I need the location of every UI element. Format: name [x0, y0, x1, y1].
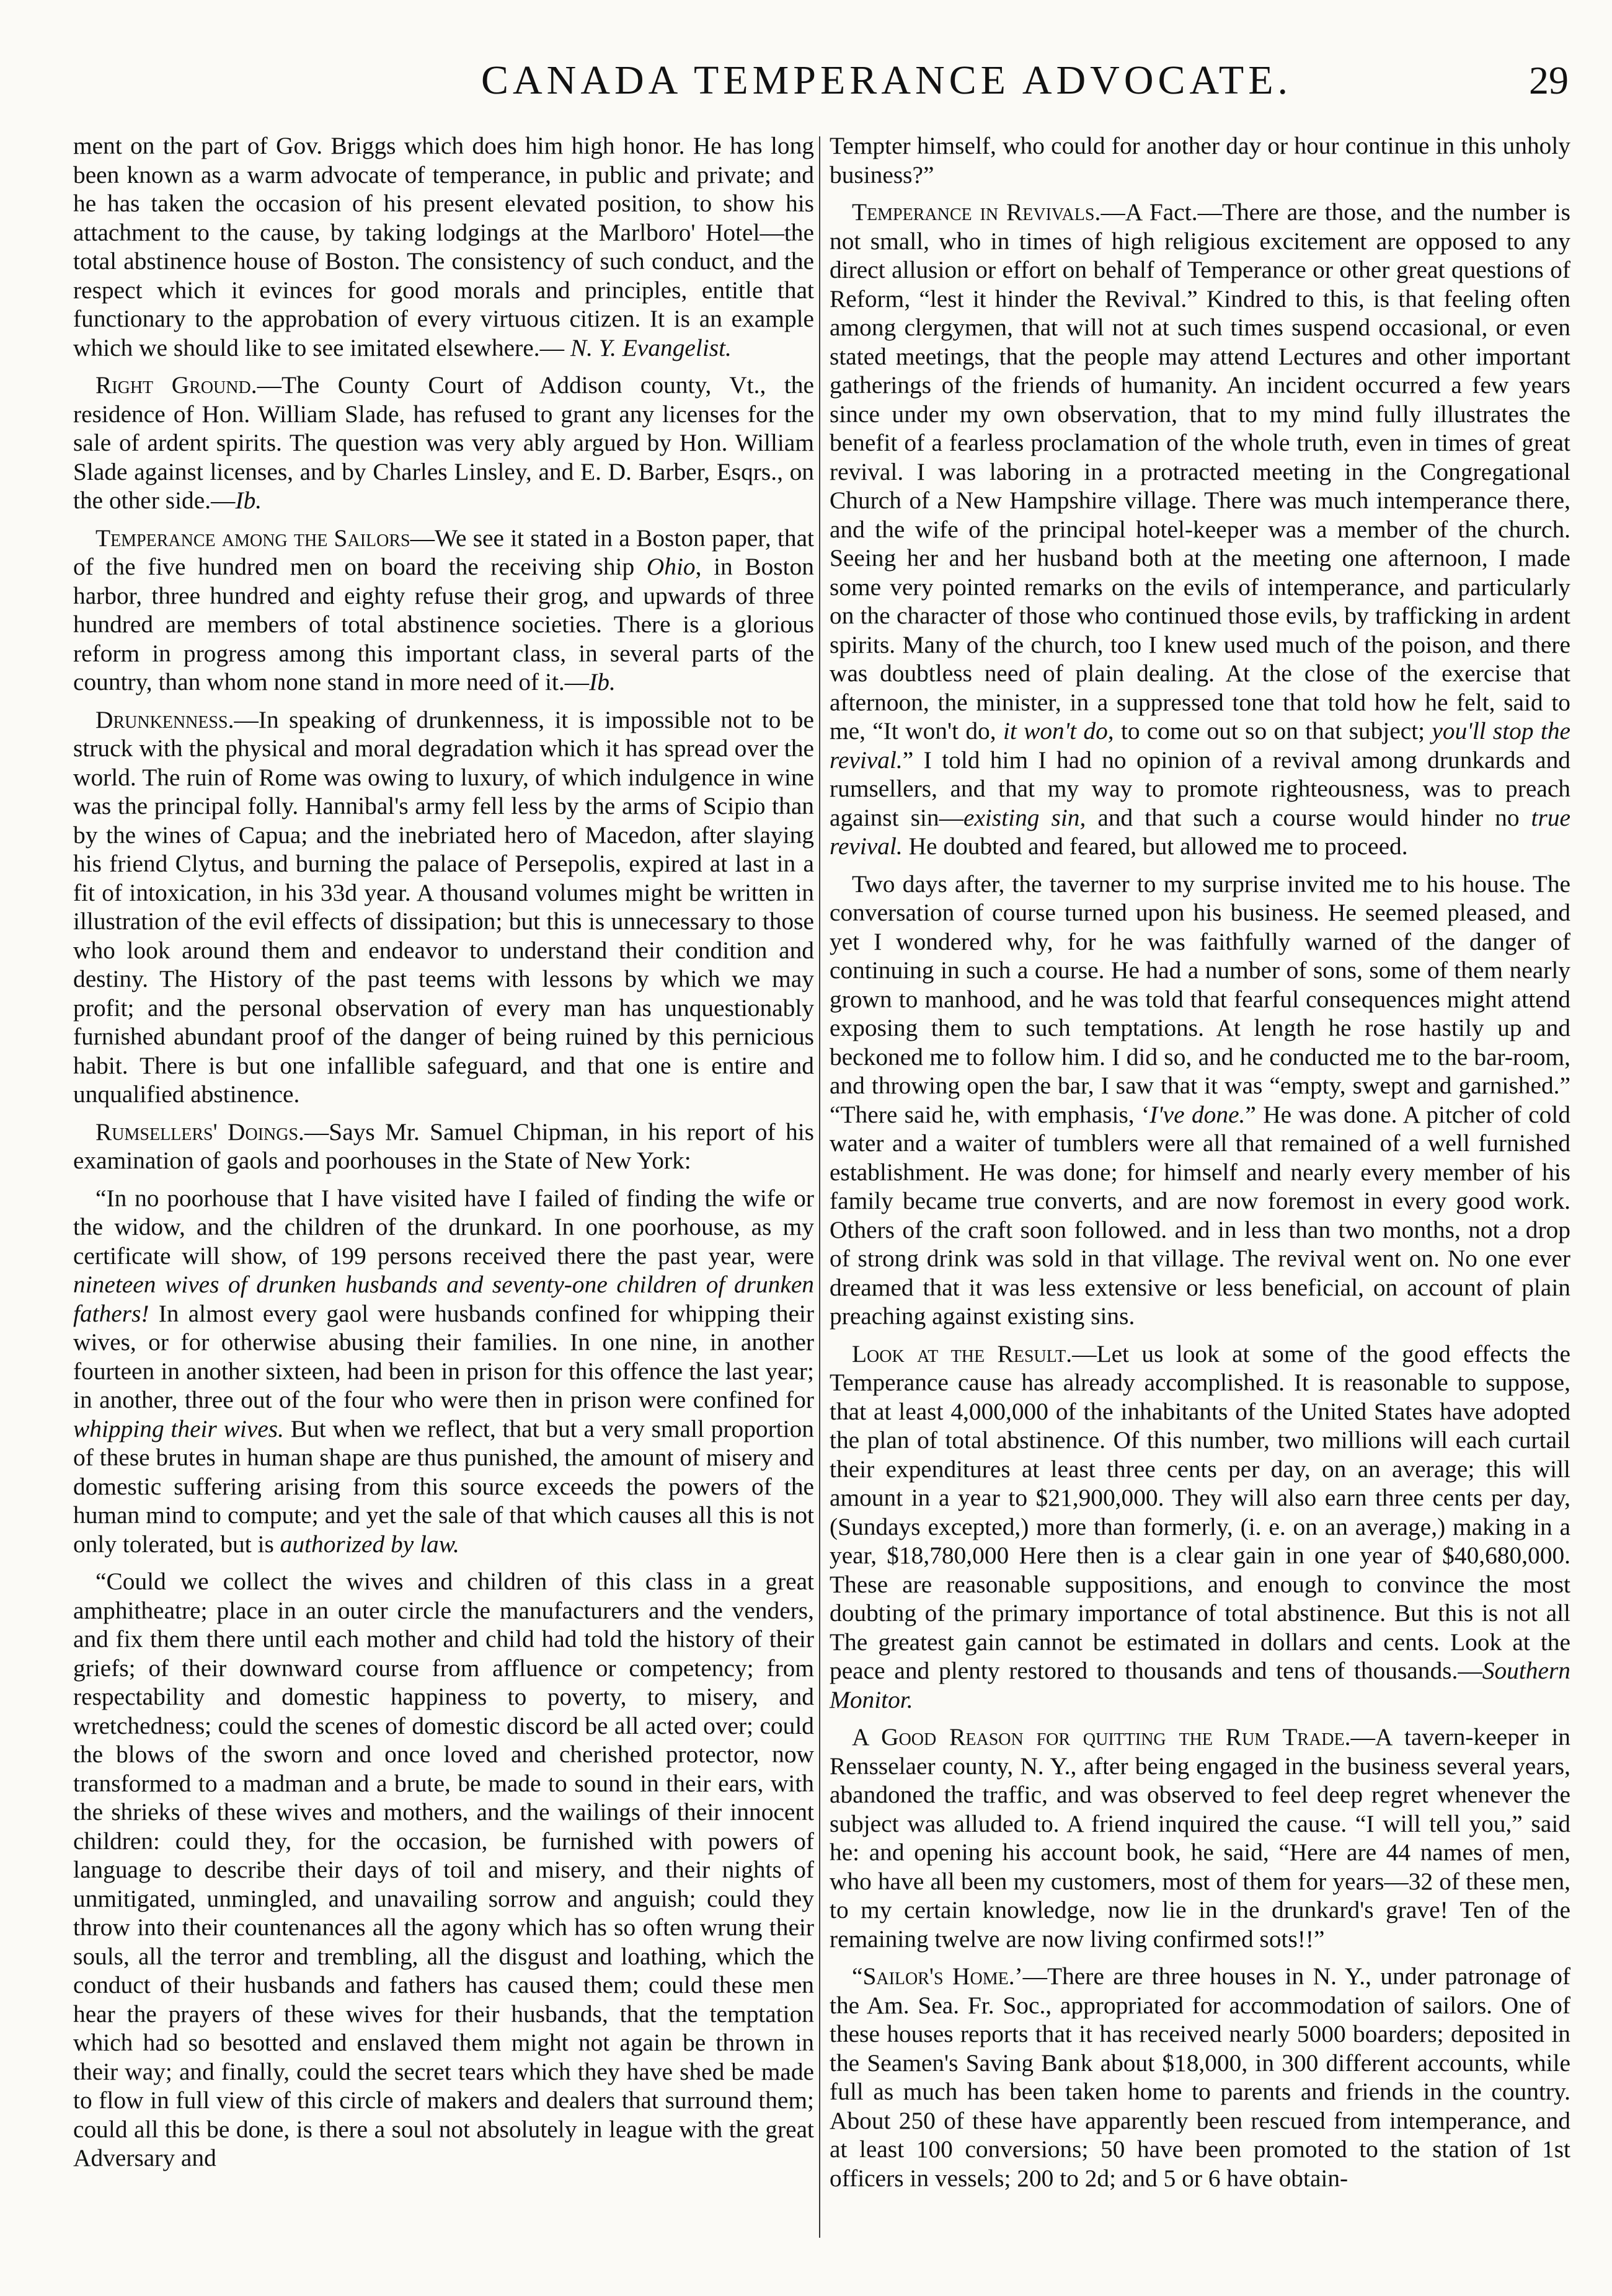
- text-run: Two days after, the taverner to my surprise invited me to his house. The conversation of course turned upon his business. He seemed pleased, and yet I wondered why, for he was faithfully warned of the danger of continuing in such a course. He had a number of sons, some of them nearly grown to manhood, and he was told that fearful consequences might attend exposing them to such temptations. At length he rose hastily up and beckoned me to follow him. I did so, and he conducted me to the bar-room, and throwing open the bar, I saw that it was “empty, swept and garnished.” “There said he, with emphasis, ‘: [830, 870, 1570, 1128]
- right-column: [830, 131, 1570, 2201]
- paragraph: [73, 1567, 814, 2173]
- text-run: existing sin,: [963, 803, 1086, 831]
- text-run: He doubted and feared, but allowed me to proceed.: [902, 832, 1408, 860]
- paragraph-heading: A Good Reason for quitting the Rum Trade.: [852, 1723, 1351, 1751]
- text-run: “Could we collect the wives and children of this class in a great amphitheatre; place in an outer circle the manufacturers and the venders, and fix them there until each mother and child had told the history of their griefs; of their downward course from affluence or competency; from respectability and domestic happiness to poverty, to misery, and wretchedness; could the scenes of domestic discord be all acted over; could the blows of the sworn and once loved and cherished protector, now transformed to a madman and a brute, be made to sound in their ears, with the shrieks of these wives and mothers, and the wailings of their innocent children: could they, for the occasion, be furnished with powers of language to describe their days of toil and misery, and their nights of unmitigated, unmingled, and unavailing sorrow and anguish; could they throw into their countenances all the agony which has so often wrung their souls, all the terror and trembling, all the disgust and loathing, which the conduct of their husbands and fathers has caused them; could these men hear the prayers of these wives for their husbands, that the temptation which had so besotted and enslaved them might not again be thrown in their way; and finally, could the secret tears which they have shed be made to flow in full view of this circle of makers and dealers that surround them; could all this be done, is there a soul not absolutely in league with the great Adversary and: [73, 1568, 814, 2171]
- paragraph-heading: Temperance in Revivals.: [852, 198, 1101, 226]
- paragraph-heading: Drunkenness.: [95, 705, 234, 733]
- paragraph: [73, 371, 814, 515]
- text-run: I've done.: [1149, 1100, 1246, 1128]
- paragraph: [830, 1340, 1570, 1715]
- column-divider: [819, 136, 820, 2238]
- text-run: Ohio: [646, 553, 696, 580]
- text-run: nineteen wives of drunken husbands and seventy-one children of drunken fathers!: [73, 1271, 814, 1327]
- paragraph: [73, 1118, 814, 1175]
- text-run: —We see it stated in a Boston paper, that of the five hundred men on board the receiving ship: [73, 524, 814, 580]
- text-run: you'll stop the revival.: [830, 717, 1570, 774]
- paragraph: [830, 198, 1570, 861]
- text-run: whipping their wives.: [73, 1415, 284, 1442]
- text-run: authorized by law.: [280, 1530, 459, 1558]
- source-credit: Ib.: [589, 668, 616, 695]
- text-run: to come out so on that subject;: [1114, 717, 1432, 744]
- text-run: In almost every gaol were husbands confined for whipping their wives, or for otherwise abusing their families. In one nine, in another fourteen in another sixteen, had been in prison for this offence the last year; in another, three out of the four who were then in prison were confined for: [73, 1299, 814, 1413]
- paragraph-heading: Temperance among the Sailors: [95, 524, 410, 552]
- paragraph: [830, 870, 1570, 1331]
- text-run: , in Boston harbor, three hundred and eighty refuse their grog, and upwards of three hundred are members of total abstinence societies. There is a glorious reform in progress among this important class, in several parts of the country, than whom none stand in more need of it.—: [73, 553, 814, 695]
- left-column: [73, 131, 814, 2181]
- paragraph: [830, 1723, 1570, 1953]
- paragraph: [73, 131, 814, 362]
- source-credit: Ib.: [235, 487, 262, 514]
- text-run: “: [852, 1963, 863, 1990]
- source-credit: N. Y. Evangelist.: [570, 333, 732, 361]
- text-run: —The County Court of Addison county, Vt., the residence of Hon. William Slade, has refused to grant any licenses for the sale of ardent spirits. The question was very ably argued by Hon. William Slade against licenses, and by Charles Linsley, and E. D. Barber, Esqrs., on the other side.—: [73, 371, 814, 514]
- paragraph-heading: Look at the Result.: [852, 1340, 1073, 1367]
- text-run: Tempter himself, who could for another day or hour continue in this unholy business?”: [830, 132, 1570, 188]
- masthead-title: CANADA TEMPERANCE ADVOCATE.: [480, 58, 1293, 103]
- paragraph: [73, 1184, 814, 1559]
- text-run: ” He was done. A pitcher of cold water and a waiter of tumblers were all that remained of a well furnished establishment. He was done; for himself and nearly every member of his family became true converts, and are now foremost in every good work. Others of the craft soon followed. and in less than two months, not a drop of strong drink was sold in that village. The revival went on. No one ever dreamed that it was less extensive or less beneficial, on account of plain preaching against existing sins.: [830, 1100, 1570, 1330]
- text-run: —A Fact.—There are those, and the number is not small, who in times of high religious excitement are opposed to any direct allusion or effort on behalf of Temperance or other great questions of Reform, “lest it hinder the Revival.” Kindred to this, is that feeling often among clergymen, that will not at such times suspend occasional, or even stated meetings, that the people may attend Lectures and other important gatherings of the friends of humanity. An incident occurred a few years since under my own observation, that to my mind fully illustrates the benefit of a fearless proclamation of the whole truth, even in times of great revival. I was laboring in a protracted meeting in the Congregational Church of a New Hampshire village. There was much intemperance there, and the wife of the principal hotel-keeper was a member of the church. Seeing her and her husband both at the meeting one afternoon, I made some very pointed remarks on the evils of intemperance, and particularly on the character of those who continued those evils, by trafficking in ardent spirits. Many of the church, too I knew used much of the poison, and there was doubtless need of plain dealing. At the close of the exercise that afternoon, the minister, in a suppressed tone that told how he felt, said to me, “It won't do,: [830, 198, 1571, 744]
- page-header: [0, 43, 1612, 118]
- text-run: —In speaking of drunkenness, it is impossible not to be struck with the physical and moral degradation which it has spread over the world. The ruin of Rome was owing to luxury, of which indulgence in wine was the principal folly. Hannibal's army fell less by the arms of Scipio than by the wines of Capua; and the inebriated hero of Macedon, after slaying his friend Clytus, and burning the palace of Persepolis, expired at last in a fit of intoxication, in his 33d year. A thousand volumes might be written in illustration of the evil effects of dissipation; but this is unnecessary to those who look around them and endeavor to understand their condition and destiny. The History of the past teems with lessons by which we may profit; and the personal observation of every man has unquestionably furnished abundant proof of the danger of being ruined by this pernicious habit. There is but one infallible safeguard, and that one is entire and unqualified abstinence.: [73, 705, 814, 1108]
- paragraph: [830, 1962, 1570, 2192]
- paragraph: [73, 524, 814, 697]
- text-run: ment on the part of Gov. Briggs which does him high honor. He has long been known as a warm advocate of temperance, in public and private; and he has taken the occasion of his present elevated position, to show his attachment to the cause, by taking lodgings at the Marlboro' Hotel—the total abstinence house of Boston. The consistency of such conduct, and the respect which it evinces for good morals and principles, entitle that functionary to the approbation of every virtuous citizen. It is an example which we should like to see imitated elsewhere.—: [73, 132, 814, 361]
- text-run: —Let us look at some of the good effects the Temperance cause has already accomplished. It is reasonable to suppose, that at least 4,000,000 of the inhabitants of the United States have adopted the plan of total abstinence. Of this number, two millions will each curtail their expenditures at least three cents per day, on an average; this will amount in a year to $21,900,000. They will also earn three cents per day, (Sundays excepted,) more than formerly, (i. e. on an average,) making in a year, $18,780,000 Here then is a clear gain in one year of $40,680,000. These are reasonable suppositions, and enough to convince the most doubting of the primary importance of total abstinence. But this is not all The greatest gain cannot be estimated in dollars and cents. Look at the peace and plenty restored to thousands and tens of thousands.—: [830, 1340, 1570, 1684]
- paragraph: [830, 131, 1570, 189]
- source-credit: Southern Monitor.: [830, 1657, 1570, 1713]
- paragraph-heading: Right Ground.: [95, 371, 257, 399]
- text-run: —Says Mr. Samuel Chipman, in his report of his examination of gaols and poorhouses in the State of New York:: [73, 1118, 814, 1174]
- paragraph: [73, 705, 814, 1109]
- text-run: and that such a course would hinder no: [1086, 803, 1531, 831]
- text-run: —A tavern-keeper in Rensselaer county, N. Y., after being engaged in the business several years, abandoned the traffic, and was observed to feel deep regret whenever the subject was alluded to. A friend inquired the cause. “I will tell you,” said he: and opening his account book, he said, “Here are 44 names of men, who have all been my customers, most of them for years—32 of these men, to my certain knowledge, now lie in the drunkard's grave! Ten of the remaining twelve are now living confirmed sots!!”: [830, 1723, 1570, 1953]
- page-number: 29: [1529, 58, 1569, 102]
- text-run: it won't do,: [1003, 717, 1114, 744]
- text-run: “In no poorhouse that I have visited have I failed of finding the wife or the widow, and the children of the drunkard. In one poorhouse, as my certificate will show, of 199 persons received there the past year, were: [73, 1184, 814, 1269]
- paragraph-heading: Sailor's Home.: [862, 1963, 1015, 1990]
- text-run: But when we reflect, that but a very small proportion of these brutes in human shape are thus punished, the amount of misery and domestic suffering arising from this source exceeds the powers of the human mind to compute; and yet the sale of that which causes all this is not only tolerated, but is: [73, 1415, 814, 1558]
- text-run: ” I told him I had no opinion of a revival among drunkards and rumsellers, and that my way to promote righteousness, was to preach against sin—: [830, 746, 1570, 831]
- text-run: true revival.: [830, 803, 1570, 860]
- text-run: ’—There are three houses in N. Y., under patronage of the Am. Sea. Fr. Soc., appropriated for accommodation of sailors. One of these houses reports that it has received nearly 5000 boarders; deposited in the Seamen's Saving Bank about $18,000, in 300 different accounts, while full as much has been taken home to parents and friends in the country. About 250 of these have apparently been rescued from intemperance, and at least 100 conversions; 50 have been promoted to the station of 1st officers in vessels; 200 to 2d; and 5 or 6 have obtain-: [830, 1963, 1571, 2192]
- paragraph-heading: Rumsellers' Doings.: [95, 1118, 304, 1146]
